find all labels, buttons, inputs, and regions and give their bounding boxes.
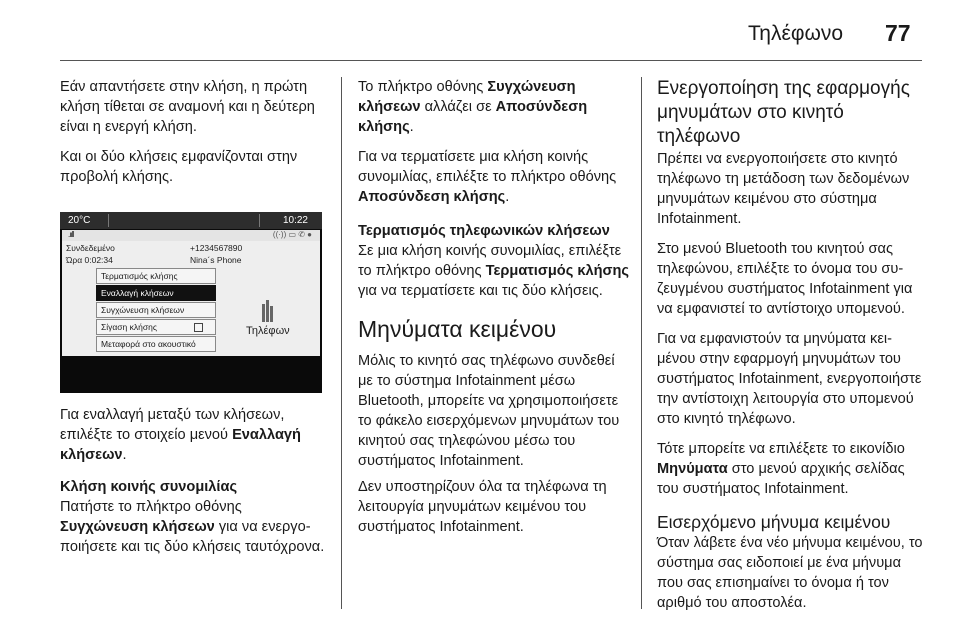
clock: 10:22 bbox=[282, 215, 308, 226]
menu-item-mute-call[interactable] bbox=[96, 319, 216, 335]
text: στο μενού αρχικής σελίδας του συστήματος Infotainment. bbox=[657, 461, 905, 497]
screen-topbar bbox=[60, 212, 322, 229]
divider bbox=[259, 214, 260, 227]
paragraph bbox=[60, 497, 332, 557]
text: αλλάζει σε bbox=[420, 99, 496, 115]
menu-item-swap-calls[interactable]: Εναλλαγή κλήσεων bbox=[96, 285, 216, 301]
status-icons: ((·)) ▭ ✆ ● bbox=[272, 230, 312, 239]
text: Το πλήκτρο οθόνης bbox=[358, 79, 488, 95]
middle-column bbox=[358, 77, 632, 547]
signal-icon: .ııll bbox=[68, 230, 74, 239]
phone-app-label: Τηλέφων bbox=[246, 325, 290, 337]
text: Πατήστε το πλήκτρο οθόνης bbox=[60, 499, 242, 515]
text: Για να τερματίσετε μια κλήση κοινής συνομιλίας, επιλέξτε το πλήκτρο οθόνης bbox=[358, 149, 617, 185]
left-column bbox=[60, 77, 332, 197]
button-ref: Συγχώνευση κλήσεων bbox=[60, 519, 215, 535]
text: . bbox=[122, 447, 127, 463]
menu-item-transfer-handset[interactable]: Μεταφορά στο ακουστικό bbox=[96, 336, 216, 352]
call-status: Συνδεδεμένο bbox=[66, 243, 115, 253]
header-divider bbox=[60, 60, 922, 61]
menu-item-label: Σίγαση κλήσης bbox=[101, 322, 157, 332]
paragraph: Πρέπει να ενεργοποιήσετε στο κινητό τηλέφωνο τη μετάδοση των δεδομένων μηνυμάτων κειμένου στο σύστημα Infotainment. bbox=[657, 151, 910, 227]
column-divider-1 bbox=[341, 77, 342, 609]
text: . bbox=[505, 189, 510, 205]
infotainment-screenshot bbox=[60, 212, 322, 393]
phone-call-view bbox=[62, 230, 320, 356]
subheading: Κλήση κοινής συνομιλίας bbox=[60, 479, 238, 495]
section-title: Τηλέφωνο bbox=[748, 22, 844, 45]
button-ref: Συγχώνευση κλήσεων bbox=[358, 79, 576, 115]
subsection-heading: Εισερχόμενο μήνυμα κειμένου bbox=[657, 512, 891, 532]
status-bar bbox=[62, 230, 320, 241]
right-column bbox=[657, 77, 925, 623]
menu-item-merge-calls[interactable]: Συγχώνευση κλήσεων bbox=[96, 302, 216, 318]
text: . bbox=[409, 119, 414, 135]
paragraph bbox=[358, 241, 632, 301]
page-number: 77 bbox=[885, 20, 911, 46]
phone-name: Nina´s Phone bbox=[190, 255, 242, 265]
button-ref: Τερματισμός κλήσης bbox=[485, 263, 629, 279]
paragraph: Μόλις το κινητό σας τηλέφωνο συνδεθεί με το σύστημα Infotainment μέσω Bluetooth, μπορείτε να χρησιμοποιήσετε το φάκελο εισερχόμενων μηνυμάτων του κινητού σας τηλεφώνου μέσω του συστήματος Infotainment. bbox=[358, 353, 620, 469]
icon-ref: Μηνύματα bbox=[657, 461, 728, 477]
menu-item-end-call[interactable]: Τερματισμός κλήσης bbox=[96, 268, 216, 284]
paragraph bbox=[657, 439, 925, 499]
text: Για εναλλαγή μεταξύ των κλήσεων, επιλέξτε το στοιχείο μενού bbox=[60, 407, 285, 443]
subheading: Τερματισμός τηλεφωνικών κλήσεων bbox=[358, 223, 610, 239]
call-duration: Ώρα 0:02:34 bbox=[66, 255, 113, 265]
subsection-heading: Ενεργοποίηση της εφαρμογής μηνυμάτων στο κινητό τηλέφωνο bbox=[657, 78, 910, 147]
menu-item-ref: Εναλλαγή κλήσεων bbox=[60, 427, 301, 463]
temperature: 20°C bbox=[68, 215, 91, 226]
text: για να ενεργοποιήσετε και τις δύο κλήσεις ταυτόχρονα. bbox=[60, 519, 325, 555]
paragraph: Όταν λάβετε ένα νέο μήνυμα κειμένου, το σύστημα σας ειδοποιεί με ένα μήνυμα που σας επισημαίνει το όνομα ή τον αριθμό του αποστολέα. bbox=[657, 535, 923, 611]
text: Τότε μπορείτε να επιλέξετε το εικονίδιο bbox=[657, 441, 905, 457]
checkbox-icon[interactable] bbox=[194, 323, 203, 332]
button-ref: Αποσύνδεση κλήσης bbox=[358, 189, 506, 205]
paragraph: Στο μενού Bluetooth του κινητού σας τηλεφώνου, επιλέξτε το όνομα του συζευγμένου συστήματος Infotainment για να εμφανιστεί το αντίστοιχο υπομενού. bbox=[657, 241, 913, 317]
caller-number: +1234567890 bbox=[190, 243, 243, 253]
left-column-lower bbox=[60, 405, 332, 567]
button-ref: Αποσύνδεση κλήσης bbox=[358, 99, 588, 135]
paragraph: Για να εμφανιστούν τα μηνύματα κειμένου στην εφαρμογή μηνυμάτων του συστήματος Infotainment, ενεργοποιήστε την αντίστοιχη λειτουργία στο υπομενού στο κινητό τηλέφωνο. bbox=[657, 331, 922, 427]
call-menu bbox=[96, 268, 216, 353]
paragraph: Και οι δύο κλήσεις εμφανίζονται στην προβολή κλήσης. bbox=[60, 149, 298, 185]
divider bbox=[108, 214, 109, 227]
paragraph bbox=[358, 147, 632, 207]
paragraph: Εάν απαντήσετε στην κλήση, η πρώτη κλήση τίθεται σε αναμονή και η δεύτερη είναι η ενεργή κλήση. bbox=[60, 79, 315, 135]
paragraph bbox=[60, 405, 332, 465]
paragraph: Δεν υποστηρίζουν όλα τα τηλέφωνα τη λειτουργία μηνυμάτων κειμένου του συστήματος Infotainment. bbox=[358, 479, 607, 535]
section-heading: Μηνύματα κειμένου bbox=[358, 316, 557, 342]
text: για να τερματίσετε και τις δύο κλήσεις. bbox=[358, 283, 603, 299]
text: Σε μια κλήση κοινής συνομιλίας, επιλέξτε το πλήκτρο οθόνης bbox=[358, 243, 622, 279]
phone-icon bbox=[262, 300, 274, 322]
paragraph bbox=[358, 77, 632, 137]
column-divider-2 bbox=[641, 77, 642, 609]
